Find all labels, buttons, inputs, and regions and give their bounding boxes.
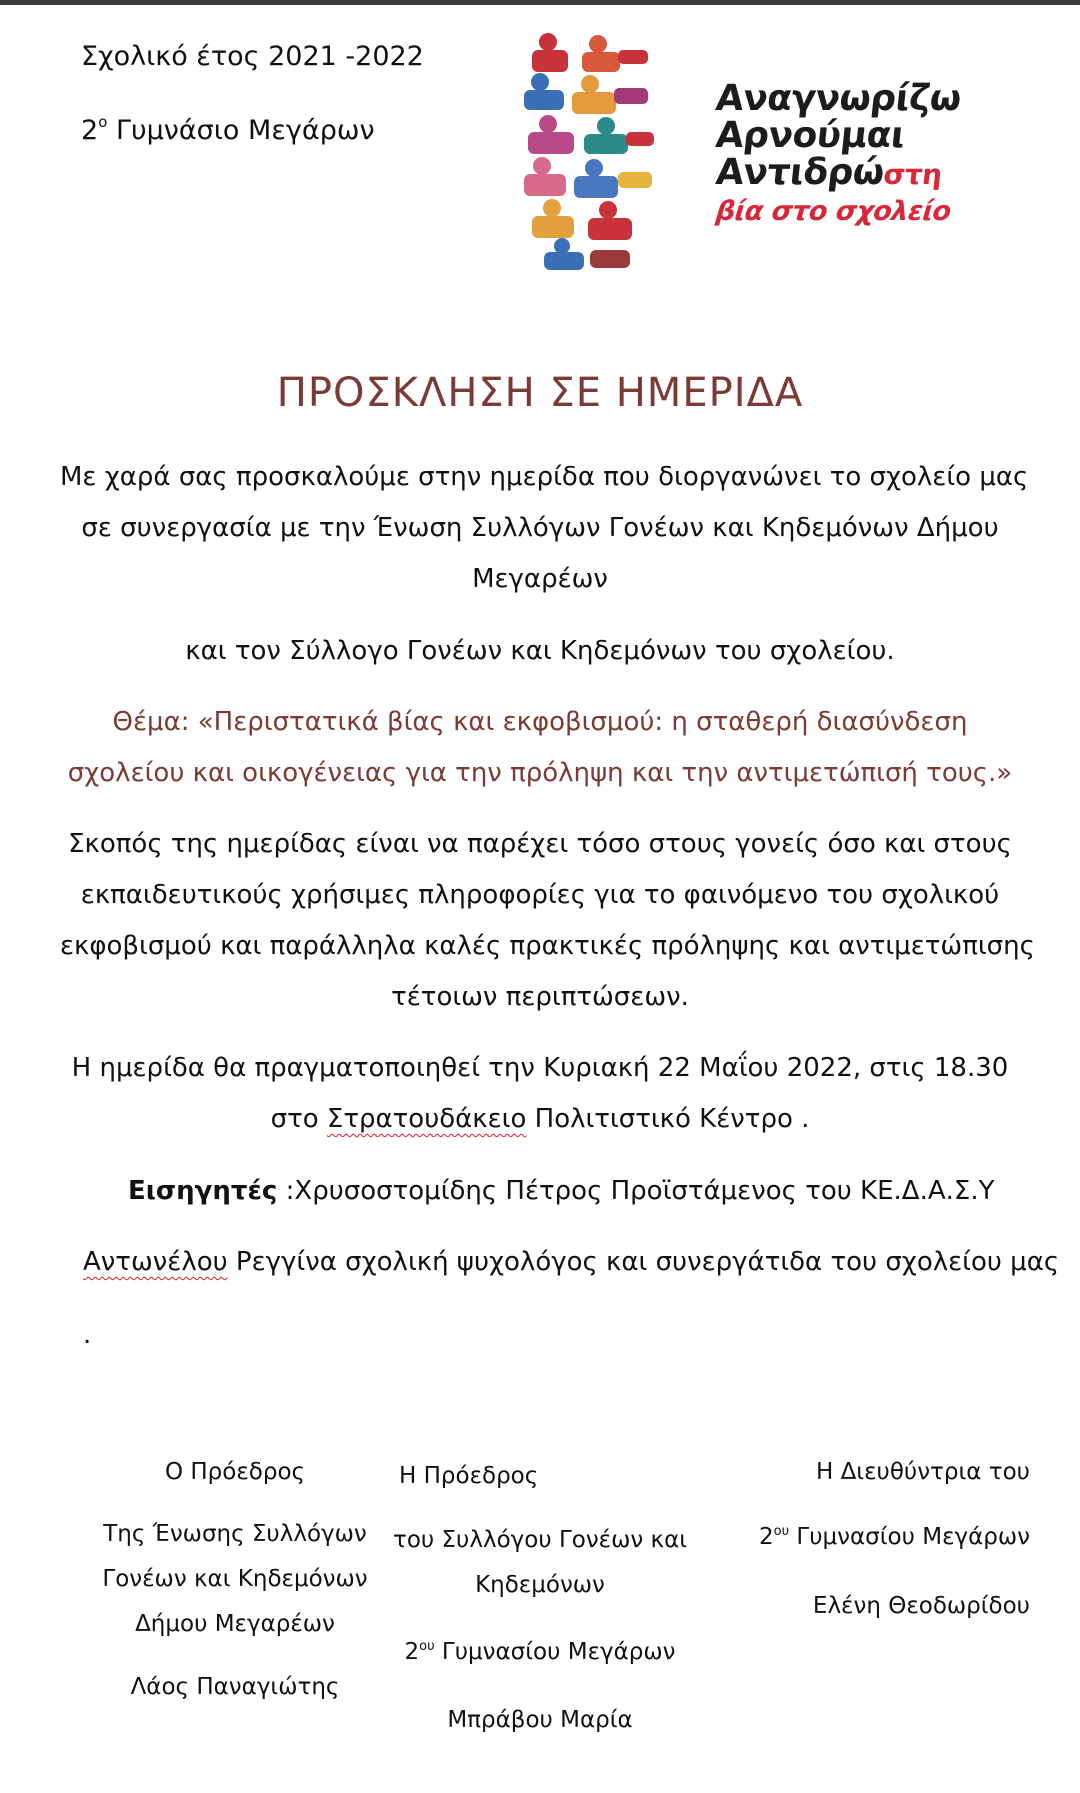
intro-line-1: Με χαρά σας προσκαλούμε στην ημερίδα που διοργανώνει το σχολείο μας <box>60 462 1029 492</box>
page-title: ΠΡΟΣΚΛΗΣΗ ΣΕ ΗΜΕΡΙΔΑ <box>276 370 804 416</box>
signature-right <box>720 1452 1030 1626</box>
school-year: Σχολικό έτος 2021 -2022 <box>81 41 424 72</box>
sig-right-name: Ελένη Θεοδωρίδου <box>812 1593 1030 1619</box>
event-line-1: Η ημερίδα θα πραγματοποιηθεί την Κυριακή 22 Μαΐου 2022, στις 18.30 <box>71 1053 1009 1083</box>
logo-line-3: Αντιδρώστη <box>713 152 944 193</box>
sig-left-role: Ο Πρόεδρος <box>164 1459 306 1485</box>
intro-line-4: και τον Σύλλογο Γονέων και Κηδεμόνων του σχολείου. <box>185 636 895 666</box>
logo-line-1: Αναγνωρίζω <box>713 78 963 119</box>
purpose-line-4: τέτοιων περιπτώσεων. <box>391 982 689 1012</box>
figure-row-2 <box>524 73 648 114</box>
purpose-line-1: Σκοπός της ημερίδας είναι να παρέχει τόσο στους γονείς όσο και στους <box>68 829 1012 859</box>
school-name: $2^o$ Γυμνάσιο Μεγάρων <box>81 113 375 146</box>
figure-row-1 <box>532 33 648 72</box>
venue-name: Στρατουδάκειο <box>326 1104 527 1134</box>
sig-middle-org-2: Κηδεμόνων <box>475 1572 605 1598</box>
figure-row-3 <box>528 115 654 154</box>
event-line-2: στο Στρατουδάκειο Πολιτιστικό Κέντρο . <box>270 1104 810 1134</box>
speakers-label: Εισηγητές <box>128 1176 278 1206</box>
speaker-2-surname: Αντωνέλου <box>83 1247 228 1277</box>
logo-line-4: βία στο σχολείο <box>714 196 953 227</box>
sig-middle-org-3: $2^{o\upsilon}$ Γυμνασίου Μεγάρων <box>404 1639 676 1665</box>
theme-line-1: Θέμα: «Περιστατικά βίας και εκφοβισμού: η σταθερή διασύνδεση <box>112 707 968 737</box>
figure-row-4 <box>524 157 652 198</box>
signature-middle <box>385 1456 695 1740</box>
intro-line-3: Μεγαρέων <box>472 564 608 594</box>
sig-middle-org-1: του Συλλόγου Γονέων και <box>392 1527 688 1553</box>
sig-left-org-3: Δήμου Μεγαρέων <box>135 1611 335 1637</box>
purpose-line-3: εκφοβισμού και παράλληλα καλές πρακτικές πρόληψης και αντιμετώπισης <box>60 931 1035 961</box>
figure-row-6 <box>544 238 630 270</box>
signature-left <box>95 1452 375 1707</box>
logo-slogan <box>713 78 963 230</box>
intro-paragraph <box>60 452 1029 605</box>
intro-line-2: σε συνεργασία με την Ένωση Συλλόγων Γονέων και Κηδεμόνων Δήμου <box>81 513 999 543</box>
sig-left-org-2: Γονέων και Κηδεμόνων <box>102 1566 368 1592</box>
intro-continuation <box>60 626 1020 677</box>
sig-left-name: Λάος Παναγιώτης <box>130 1674 340 1700</box>
sig-right-role: Η Διευθύντρια του <box>815 1459 1030 1485</box>
theme-line-2: σχολείου και οικογένειας για την πρόληψη και την αντιμετώπισή τους.» <box>67 758 1013 788</box>
sig-middle-role: Η Πρόεδρος <box>399 1463 539 1489</box>
sig-left-org-1: Της Ένωσης Συλλόγων <box>103 1521 367 1547</box>
figure-row-5 <box>532 199 632 240</box>
logo-figures-image <box>518 32 663 272</box>
event-paragraph <box>60 1043 1020 1145</box>
logo-line-2: Αρνούμαι <box>713 115 907 156</box>
speaker-line-1: Εισηγητές :Χρυσοστομίδης Πέτρος Προϊστάμενος του ΚΕ.Δ.Α.Σ.Υ <box>128 1176 995 1206</box>
speaker-line-2: Αντωνέλου Ρεγγίνα σχολική ψυχολόγος και συνεργάτιδα του σχολείου μας <box>83 1247 1060 1277</box>
stray-dot: . <box>83 1320 92 1350</box>
sig-right-org: $2^{o\upsilon}$ Γυμνασίου Μεγάρων <box>758 1524 1030 1550</box>
sig-middle-name: Μπράβου Μαρία <box>447 1707 633 1733</box>
theme-paragraph <box>60 697 1020 799</box>
purpose-line-2: εκπαιδευτικούς χρήσιμες πληροφορίες για το φαινόμενο του σχολικού <box>80 880 1000 910</box>
top-border <box>0 0 1080 5</box>
purpose-paragraph <box>60 819 1035 1023</box>
